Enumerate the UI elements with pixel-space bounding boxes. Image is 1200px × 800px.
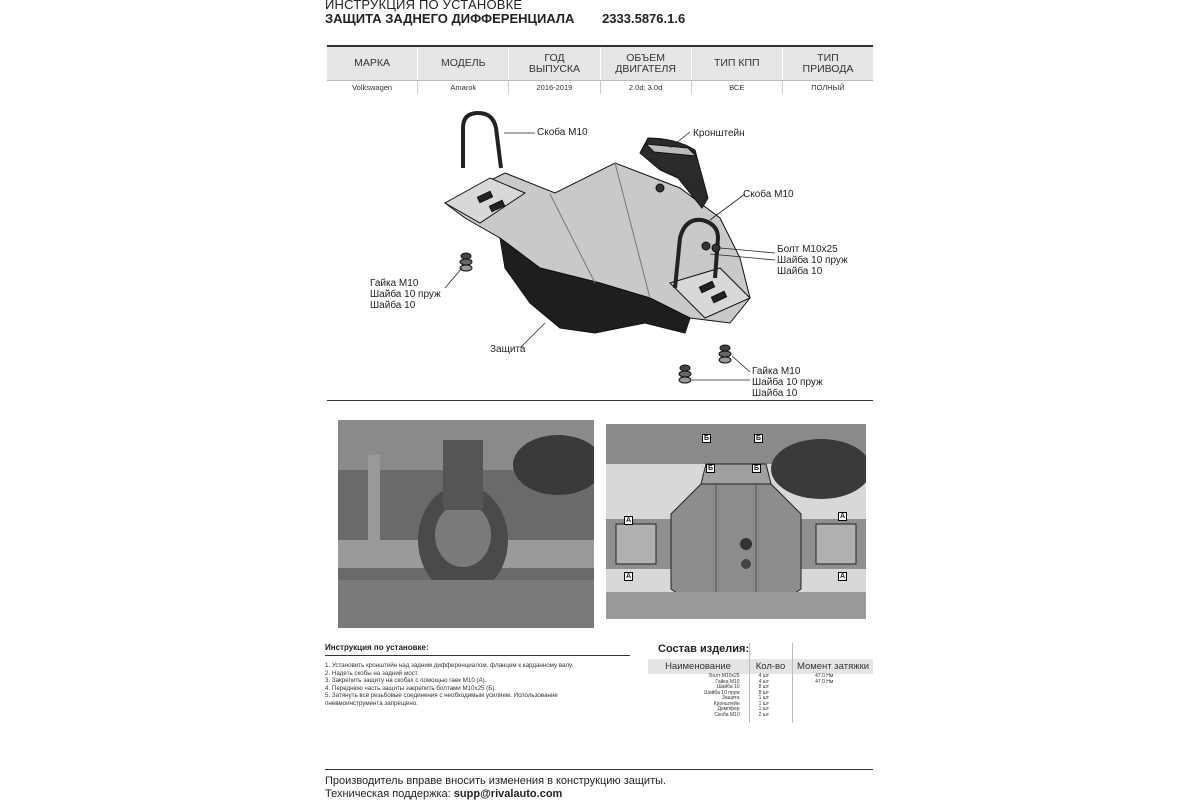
instruction-heading: ИНСТРУКЦИЯ ПО УСТАНОВКЕ	[325, 0, 523, 12]
composition-qtys	[745, 674, 798, 718]
composition-torque: 47.0 Нм	[815, 678, 834, 685]
composition-name: Болт М10х25	[709, 673, 740, 679]
label-skid-plate: Защита	[490, 344, 526, 355]
label-u-bolt-right: Скоба М10	[743, 189, 794, 200]
composition-table	[648, 643, 873, 718]
label-nut: Гайка М10	[370, 278, 419, 289]
composition-body	[648, 674, 873, 718]
composition-name: Шайба 10	[716, 684, 740, 690]
spec-table	[327, 45, 873, 94]
exploded-diagram	[370, 108, 880, 408]
composition-qty: 8 шт	[758, 684, 770, 690]
product-title: ЗАЩИТА ЗАДНЕГО ДИФФЕРЕНЦИАЛА	[325, 11, 575, 26]
instructions-title: Инструкция по установке:	[325, 643, 429, 652]
composition-name: Демпфер	[717, 706, 740, 712]
label-u-bolt-left: Скоба М10	[537, 127, 588, 138]
label-washer: Шайба 10	[752, 388, 798, 399]
label-bolt: Болт М10х25	[777, 244, 838, 255]
photo-differential-before	[338, 420, 594, 628]
composition-vline	[792, 643, 793, 723]
composition-qty: 1 шт	[758, 706, 770, 712]
composition-qty: 4 шт	[758, 678, 770, 685]
spec-value-model: Amarok	[418, 81, 509, 94]
composition-qty: 1 шт	[758, 695, 770, 701]
composition-torques	[797, 674, 873, 718]
label-washer: Шайба 10	[370, 300, 416, 311]
instruction-step: 1. Установить кронштейн над задним дифференциалом, фланцем к карданному валу.	[325, 662, 574, 669]
composition-name: Защита	[721, 695, 740, 701]
u-bolt-left	[463, 113, 501, 168]
instruction-step: пневмоинструмента запрещено.	[325, 699, 418, 707]
spec-value-engine: 2.0d; 3.0d	[601, 81, 692, 94]
composition-qty: 1 шт	[758, 700, 770, 707]
label-bolt-group	[777, 244, 848, 277]
spec-header-model: МОДЕЛЬ	[418, 47, 509, 80]
spec-header-year: ГОД ВЫПУСКА	[509, 47, 600, 80]
product-title-row	[325, 11, 685, 26]
marker-b-3: Б	[708, 465, 714, 472]
marker-a-1: А	[626, 517, 632, 524]
composition-qty: 4 шт	[758, 673, 770, 679]
marker-b-4: Б	[754, 465, 760, 472]
composition-header	[648, 659, 873, 674]
label-spring-washer: Шайба 10 пруж	[370, 289, 441, 300]
photo-differential-installed	[606, 424, 866, 619]
footer-support	[325, 788, 562, 800]
footer-disclaimer: Производитель вправе вносить изменения в конструкцию защиты.	[325, 775, 667, 787]
spec-header-engine: ОБЪЕМ ДВИГАТЕЛЯ	[601, 47, 692, 80]
composition-name: Скоба М10	[714, 711, 740, 718]
label-nut: Гайка М10	[752, 366, 801, 377]
marker-a-2: А	[840, 513, 846, 520]
instruction-step: 5. Затянуть все резьбовые соединения с необходимым усилием. Использование	[325, 692, 558, 700]
label-spring-washer: Шайба 10 пруж	[752, 377, 823, 388]
marker-a-4: А	[840, 573, 846, 580]
photo-differential-installed-image	[606, 424, 866, 619]
composition-header-name: Наименование	[665, 661, 731, 672]
composition-title: Состав изделия:	[658, 643, 750, 655]
composition-qty: 8 шт	[758, 689, 770, 696]
photo-differential-before-image	[338, 420, 594, 628]
instructions-rule	[325, 655, 630, 656]
section-divider	[327, 400, 873, 401]
label-spring-washer: Шайба 10 пруж	[777, 255, 848, 266]
nut-stack-bottom-1	[719, 345, 731, 363]
spec-value-year: 2016-2019	[509, 81, 600, 94]
instruction-step: 2. Надеть скобы на задний мост.	[325, 669, 419, 677]
marker-b-1: Б	[704, 435, 710, 442]
spec-header-gearbox: ТИП КПП	[692, 47, 783, 80]
marker-b-2: Б	[756, 435, 762, 442]
label-washer: Шайба 10	[777, 266, 823, 277]
spec-header-drive: ТИП ПРИВОДА	[802, 51, 854, 75]
installation-instructions	[325, 643, 630, 708]
composition-names	[648, 674, 745, 718]
spec-value-brand: Volkswagen	[327, 81, 418, 94]
composition-qty: 2 шт	[758, 711, 770, 718]
label-nut-left-group	[370, 278, 441, 311]
composition-name: Гайка М10	[715, 678, 740, 685]
instruction-step: 4. Переднюю часть защиты закрепить болтами М10х25 (Б).	[325, 684, 497, 692]
composition-header-qty: Кол-во	[755, 661, 786, 672]
marker-a-3: А	[626, 573, 632, 580]
label-nut-bottom-group	[752, 366, 823, 399]
spec-table-row	[327, 81, 873, 94]
spec-value-gearbox: ВСЕ	[692, 81, 783, 94]
composition-name: Кронштейн	[713, 700, 740, 707]
support-label: Техническая поддержка:	[325, 788, 451, 800]
composition-header-torque: Момент затяжки	[796, 661, 870, 672]
footer-rule	[325, 769, 873, 770]
nut-stack-bottom-2	[679, 365, 691, 383]
product-code: 2333.5876.1.6	[602, 11, 686, 26]
composition-torque: 47.0 Нм	[815, 673, 834, 679]
spec-table-header	[327, 47, 873, 81]
spec-value-drive: ПОЛНЫЙ	[811, 83, 845, 92]
composition-vline	[749, 643, 750, 723]
spec-header-brand: МАРКА	[327, 47, 418, 80]
support-email-link[interactable]: supp@rivalauto.com	[453, 788, 563, 800]
label-bracket: Кронштейн	[693, 128, 745, 139]
instruction-step: 3. Закрепить защиту на скобах с помощью гаек М10 (А).	[325, 677, 487, 685]
composition-name: Шайба 10 пруж	[704, 689, 740, 696]
